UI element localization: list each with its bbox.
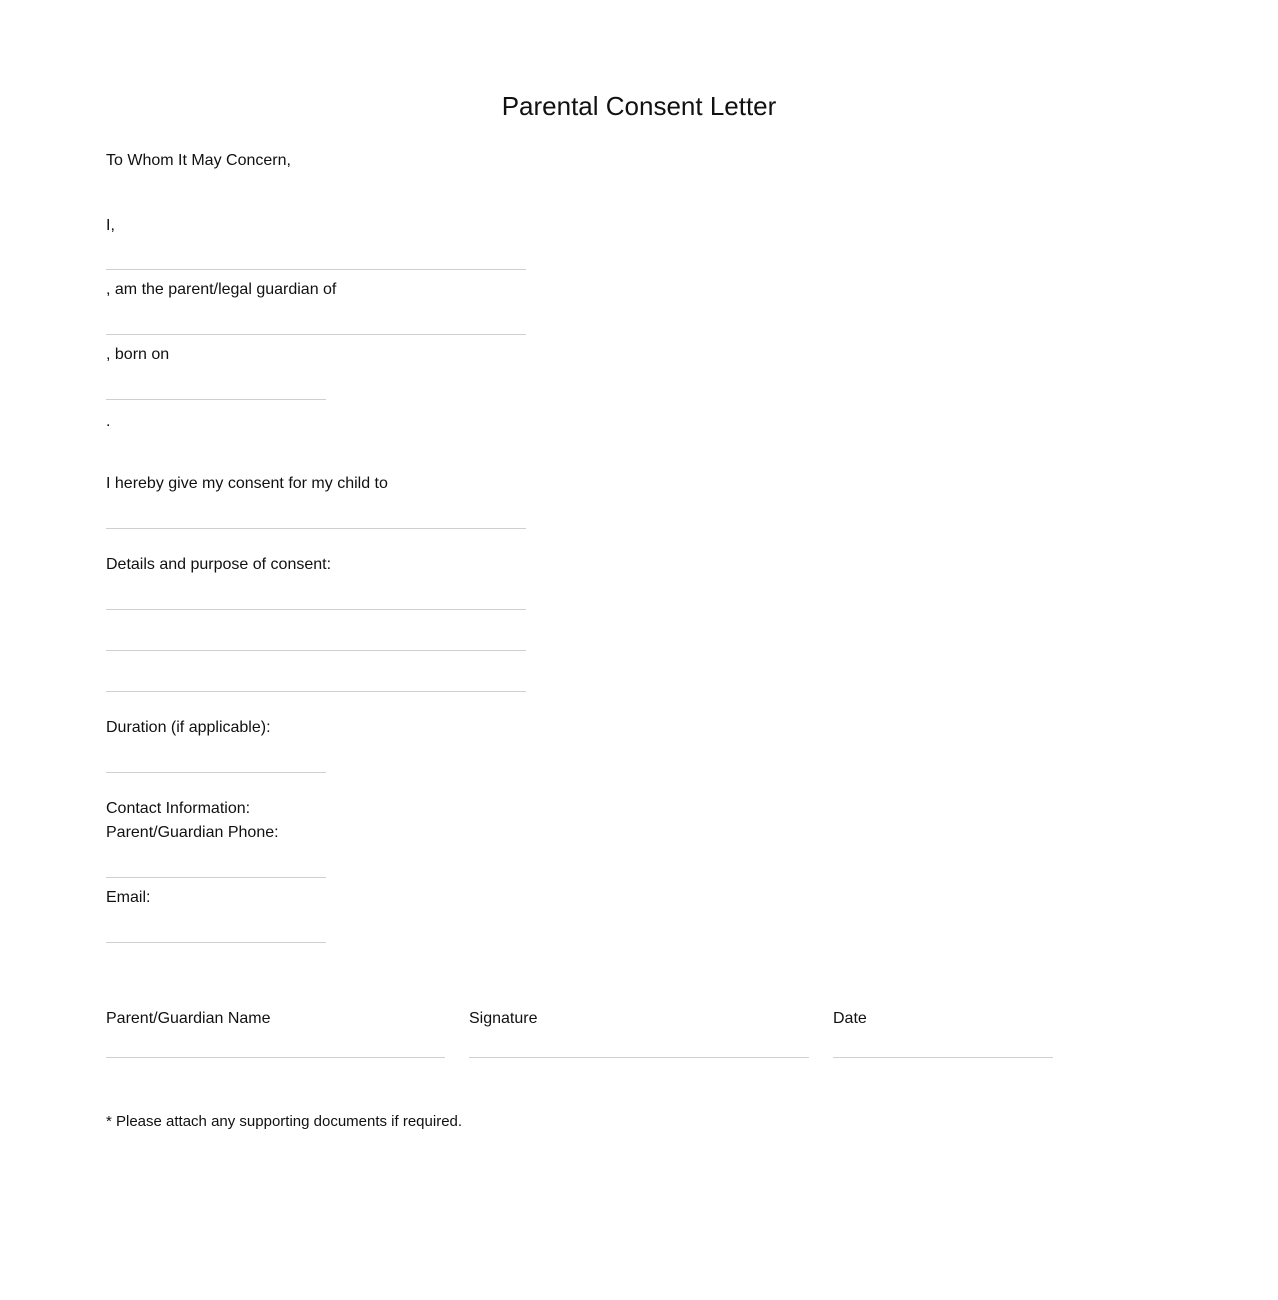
signature-name-label: Parent/Guardian Name — [106, 1010, 271, 1027]
phone-field[interactable] — [106, 850, 326, 878]
details-field-3[interactable] — [106, 664, 526, 692]
details-field-2[interactable] — [106, 623, 526, 651]
signature-field[interactable] — [469, 1030, 809, 1058]
footnote: * Please attach any supporting documents if required. — [106, 1113, 463, 1130]
details-label: Details and purpose of consent: — [106, 556, 332, 573]
consent-activity-field[interactable] — [106, 501, 526, 529]
born-on-label: , born on — [106, 346, 170, 363]
phone-label: Parent/Guardian Phone: — [106, 824, 279, 841]
email-field[interactable] — [106, 915, 326, 943]
page-title: Parental Consent Letter — [501, 91, 777, 121]
email-label: Email: — [106, 889, 151, 906]
signature-date-field[interactable] — [833, 1030, 1053, 1058]
signature-label: Signature — [469, 1010, 538, 1027]
child-name-field[interactable] — [106, 307, 526, 335]
salutation: To Whom It May Concern, — [106, 152, 291, 169]
guardian-of-label: , am the parent/legal guardian of — [106, 281, 337, 298]
signature-name-field[interactable] — [106, 1030, 445, 1058]
sentence-period: . — [106, 413, 111, 430]
details-field-1[interactable] — [106, 582, 526, 610]
intro-label: I, — [106, 217, 115, 234]
parent-name-field[interactable] — [106, 242, 526, 270]
signature-date-label: Date — [833, 1010, 867, 1027]
consent-for-label: I hereby give my consent for my child to — [106, 475, 388, 492]
birth-date-field[interactable] — [106, 372, 326, 400]
contact-label: Contact Information: — [106, 800, 251, 817]
duration-label: Duration (if applicable): — [106, 719, 271, 736]
duration-field[interactable] — [106, 745, 326, 773]
